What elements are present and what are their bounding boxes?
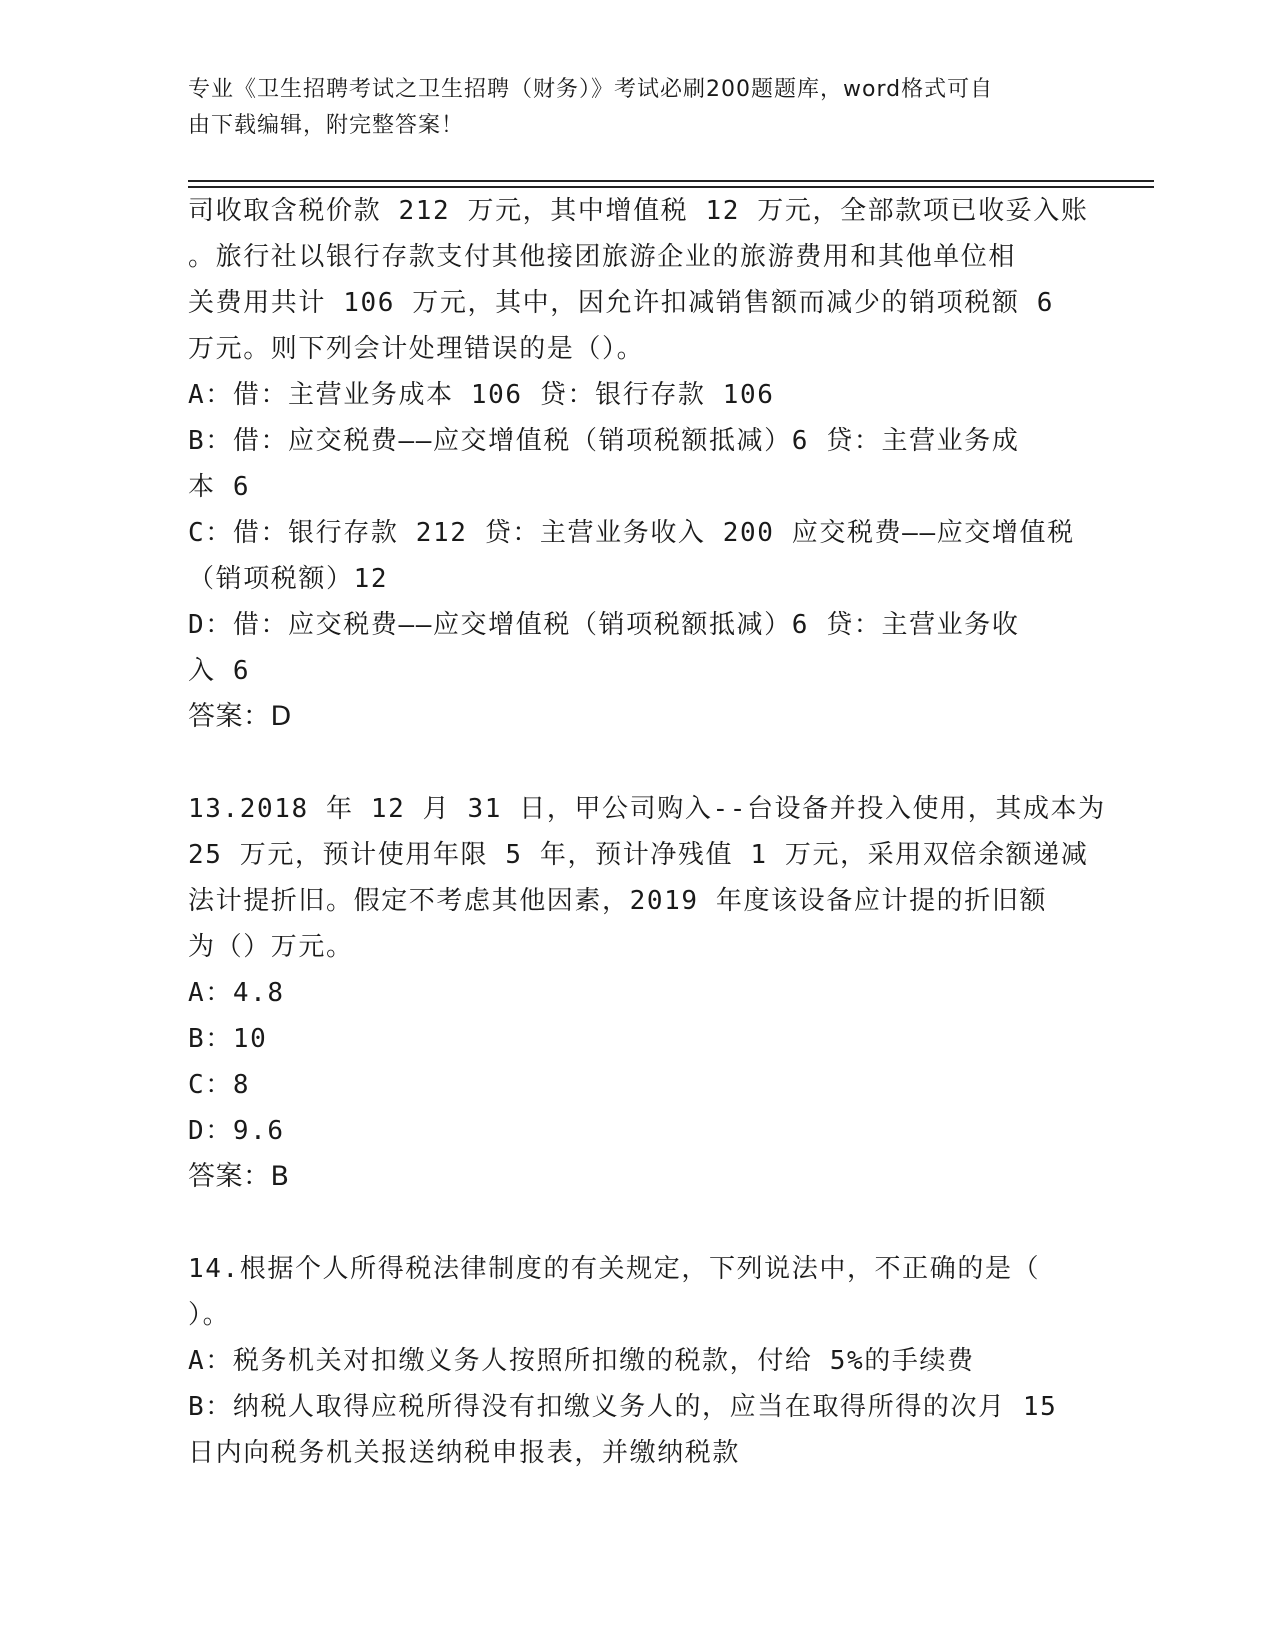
option-a: A：税务机关对扣缴义务人按照所扣缴的税款，付给 5%的手续费 <box>188 1346 975 1376</box>
question-stem-line: 13.2018 年 12 月 31 日，甲公司购入--台设备并投入使用，其成本为 <box>188 794 1106 824</box>
option-b: B：借：应交税费——应交增值税（销项税额抵减）6 贷：主营业务成 <box>188 426 1020 456</box>
question-stem-line: 关费用共计 106 万元，其中，因允许扣减销售额而减少的销项税额 6 <box>188 288 1054 318</box>
header-title-line-2: 由下载编辑，附完整答案！ <box>188 113 465 138</box>
question-stem-line: 25 万元，预计使用年限 5 年，预计净残值 1 万元，采用双倍余额递减 <box>188 840 1089 870</box>
question-stem-line: 司收取含税价款 212 万元，其中增值税 12 万元，全部款项已收妥入账 <box>188 196 1089 226</box>
answer: 答案：B <box>188 1161 290 1192</box>
option-a: A：4.8 <box>188 978 285 1008</box>
question-stem-line: 为（）万元。 <box>188 932 354 962</box>
option-c: C：借：银行存款 212 贷：主营业务收入 200 应交税费——应交增值税 <box>188 518 1075 548</box>
header-rule-top <box>188 180 1154 182</box>
option-a: A：借：主营业务成本 106 贷：银行存款 106 <box>188 380 775 410</box>
option-d: D：9.6 <box>188 1116 285 1146</box>
question-spacer <box>188 740 1088 786</box>
question-stem-line: 。旅行社以银行存款支付其他接团旅游企业的旅游费用和其他单位相 <box>188 242 1017 272</box>
question-14 <box>188 1246 1088 1476</box>
option-b-continued: 日内向税务机关报送纳税申报表，并缴纳税款 <box>188 1438 741 1468</box>
answer: 答案：D <box>188 701 292 732</box>
question-13 <box>188 786 1106 1200</box>
question-stem-line: ）。 <box>188 1300 231 1330</box>
question-spacer <box>188 1200 1088 1246</box>
document-body <box>188 188 1106 1476</box>
question-stem-line: 万元。则下列会计处理错误的是（）。 <box>188 334 645 364</box>
option-b: B：10 <box>188 1024 268 1054</box>
option-b: B：纳税人取得应税所得没有扣缴义务人的，应当在取得所得的次月 15 <box>188 1392 1058 1422</box>
question-stem-line: 法计提折旧。假定不考虑其他因素，2019 年度该设备应计提的折旧额 <box>188 886 1048 916</box>
question-12 <box>188 188 1088 740</box>
option-d: D：借：应交税费——应交增值税（销项税额抵减）6 贷：主营业务收 <box>188 610 1020 640</box>
option-d-continued: 入 6 <box>188 656 251 686</box>
option-b-continued: 本 6 <box>188 472 251 502</box>
question-stem-line: 14.根据个人所得税法律制度的有关规定，下列说法中，不正确的是（ <box>188 1254 1041 1284</box>
option-c: C：8 <box>188 1070 251 1100</box>
document-header <box>188 72 1088 144</box>
option-c-continued: （销项税额）12 <box>188 564 389 594</box>
header-title-line-1: 专业《卫生招聘考试之卫生招聘（财务）》考试必刷200题题库，word格式可自 <box>188 77 994 102</box>
